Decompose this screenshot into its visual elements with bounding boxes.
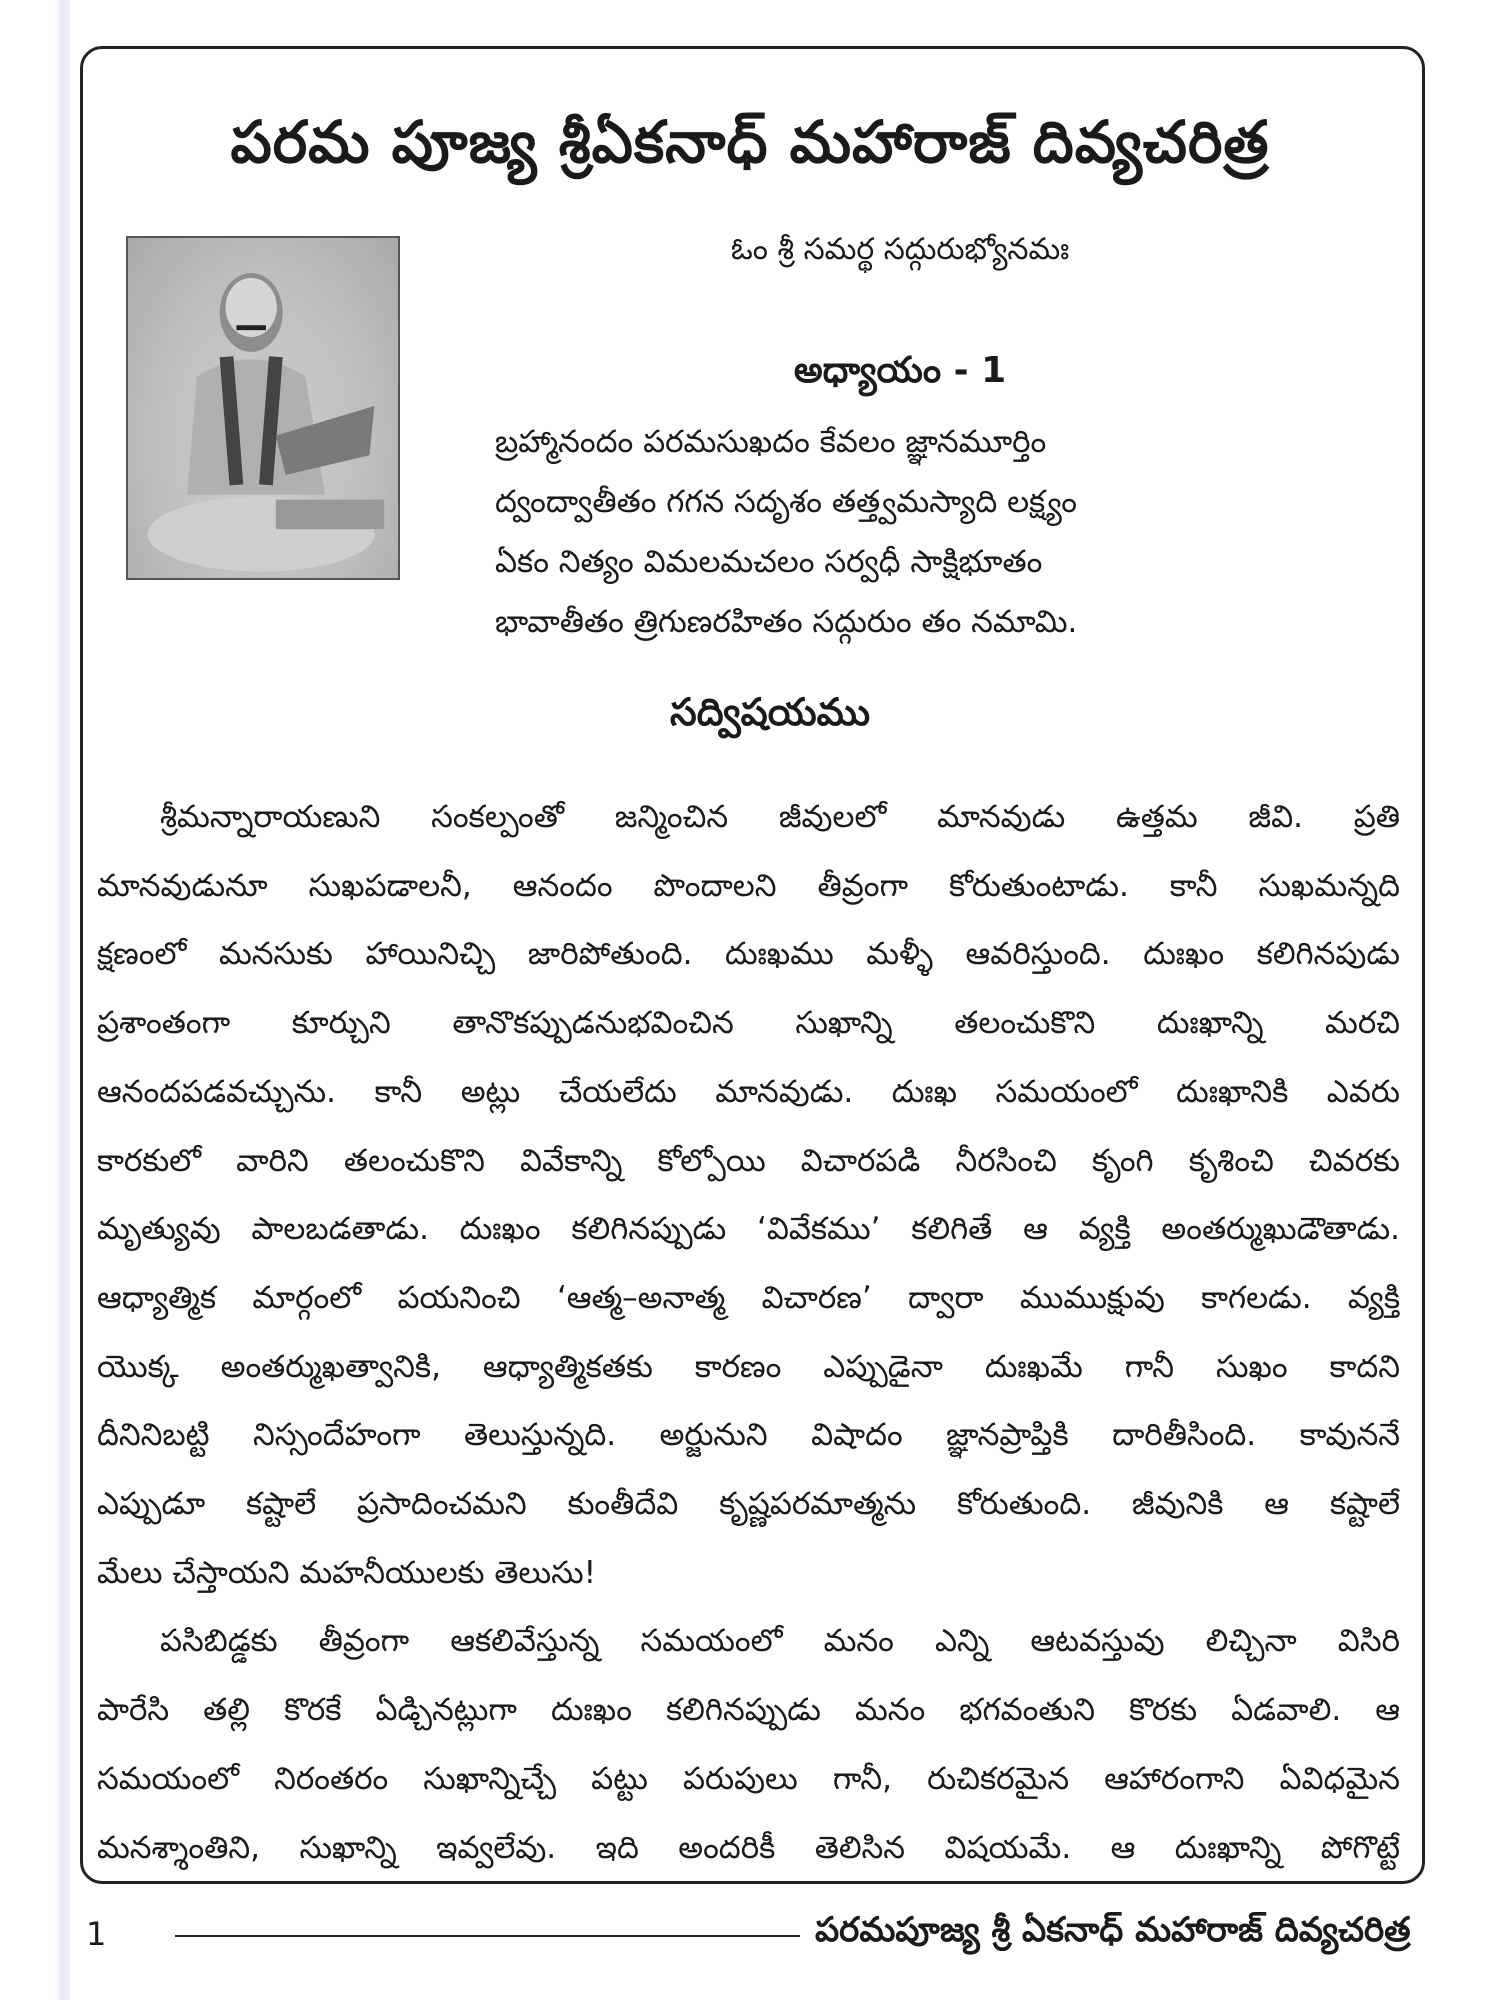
paragraph-line: సమయంలో నిరంతరం సుఖాన్నిచ్చే పట్టు పరుపులు గానీ, రుచికరమైన ఆహారంగాని ఏవిధమైన <box>97 1760 1400 1797</box>
paragraph-line: యొక్క అంతర్ముఖత్వానికి, ఆధ్యాత్మికతకు కారణం ఎప్పుడైనా దుఃఖమే గానీ సుఖం కాదని <box>97 1348 1400 1385</box>
paragraph-line: దీనినిబట్టి నిస్సందేహంగా తెలుస్తున్నది. అర్జునుని విషాదం జ్ఞానప్రాప్తికి దారితీసింది. కావుననే <box>97 1417 1400 1454</box>
paragraph-line: మృత్యువు పాలబడతాడు. దుఃఖం కలిగినప్పుడు ‘వివేకము’ కలిగితే ఆ వ్యక్తి అంతర్ముఖుడౌతాడు. <box>97 1211 1400 1248</box>
paragraph-line: క్షణంలో మనసుకు హాయినిచ్చి జారిపోతుంది. దుఃఖము మళ్ళీ ఆవరిస్తుంది. దుఃఖం కలిగినపుడు <box>97 936 1400 973</box>
paragraph-line: శ్రీమన్నారాయణుని సంకల్పంతో జన్మించిన జీవులలో మానవుడు ఉత్తమ జీవి. ప్రతి <box>160 799 1400 835</box>
invocation-line: ఓం శ్రీ సమర్థ సద్గురుభ్యోనమః <box>730 232 1070 267</box>
footer-running-title: పరమపూజ్య శ్రీ ఏకనాధ్ మహారాజ్ దివ్యచరిత్ర <box>815 1910 1411 1950</box>
paragraph-line: ఆనందపడవచ్చును. కానీ అట్లు చేయలేదు మానవుడు. దుఃఖ సమయంలో దుఃఖానికి ఎవరు <box>97 1073 1400 1110</box>
paragraph-line: పసిబిడ్డకు తీవ్రంగా ఆకలివేస్తున్న సమయంలో మనం ఎన్ని ఆటవస్తువు లిచ్చినా విసిరి <box>160 1623 1400 1660</box>
paragraph-line: కారకులో వారిని తలంచుకొని వివేకాన్ని కోల్పోయి విచారపడి నీరసించి కృంగి కృశించి చివరకు <box>97 1142 1400 1179</box>
portrait-photo <box>126 236 400 580</box>
paragraph-line: మానవుడునూ సుఖపడాలనీ, ఆనందం పొందాలని తీవ్రంగా కోరుతుంటాడు. కానీ సుఖమన్నది <box>97 867 1400 904</box>
verse-line: ఏకం నిత్యం విమలమచలం సర్వధీ సాక్షిభూతం <box>495 544 1043 580</box>
paragraph-line: మనశ్శాంతిని, సుఖాన్ని ఇవ్వలేవు. ఇది అందరికీ తెలిసిన విషయమే. ఆ దుఃఖాన్ని పోగొట్టే <box>97 1829 1400 1866</box>
verse-line: భావాతీతం త్రిగుణరహితం సద్గురుం తం నమామి. <box>495 604 1078 640</box>
paragraph-line: మేలు చేస్తాయని మహనీయులకు తెలుసు! <box>97 1554 597 1591</box>
chapter-heading: అధ్యాయం - 1 <box>793 350 1007 391</box>
paragraph-line: ఎప్పుడూ కష్టాలే ప్రసాదించమని కుంతీదేవి కృష్ణపరమాత్మను కోరుతుంది. జీవునికి ఆ కష్టాలే <box>97 1486 1400 1522</box>
page-title: పరమ పూజ్య శ్రీఏకనాధ్ మహారాజ్ దివ్యచరిత్ర <box>230 108 1270 176</box>
paragraph-line: ప్రశాంతంగా కూర్చుని తానొకప్పుడనుభవించిన సుఖాన్ని తలంచుకొని దుఃఖాన్ని మరచి <box>97 1005 1400 1042</box>
section-heading: సద్విషయము <box>670 690 870 734</box>
page-number: 1 <box>86 1915 107 1953</box>
paragraph-line: ఆధ్యాత్మిక మార్గంలో పయనించి ‘ఆత్మ–అనాత్మ విచారణ’ ద్వారా ముముక్షువు కాగలడు. వ్యక్తి <box>97 1279 1400 1316</box>
footer-rule <box>175 1935 800 1937</box>
verse-line: ద్వంద్వాతీతం గగన సదృశం తత్త్వమస్యాది లక్ష్యం <box>495 484 1078 520</box>
seated-saint-image <box>128 238 398 578</box>
page-edge-shadow <box>0 0 70 2000</box>
paragraph-line: పారేసి తల్లి కొరకే ఏడ్చినట్లుగా దుఃఖం కలిగినప్పుడు మనం భగవంతుని కొరకు ఏడవాలి. ఆ <box>97 1692 1400 1729</box>
verse-line: బ్రహ్మానందం పరమసుఖదం కేవలం జ్ఞానమూర్తిం <box>495 424 1047 460</box>
